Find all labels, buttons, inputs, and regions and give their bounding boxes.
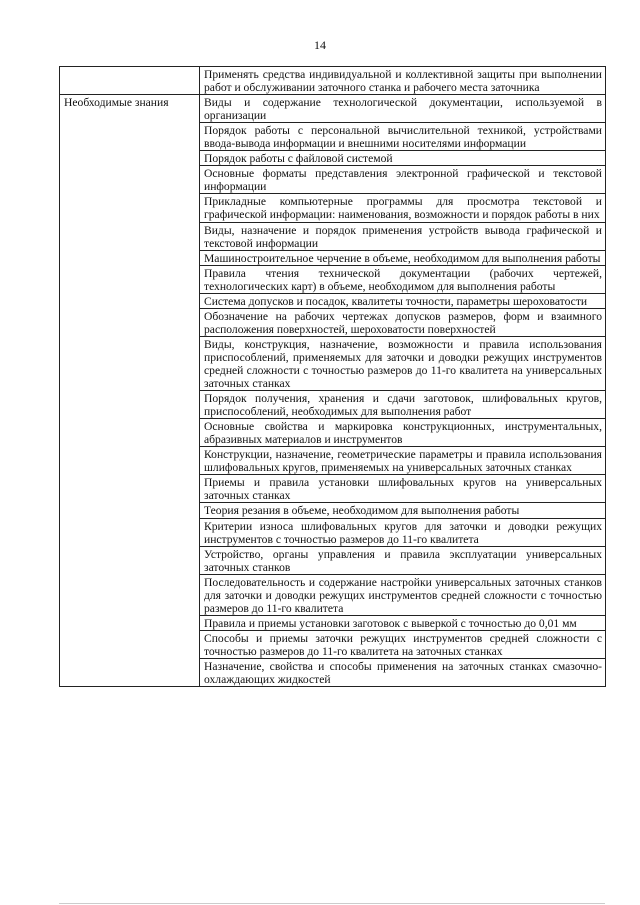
page-bottom-divider <box>59 903 605 904</box>
row-label-cell <box>60 67 200 95</box>
row-text-cell: Обозначение на рабочих чертежах допусков размеров, форм и взаимного расположения поверхностей, шероховатости поверхностей <box>200 308 606 336</box>
row-text-cell: Правила чтения технической документации (рабочих чертежей, технологических карт) в объеме, необходимом для выполнения работы <box>200 265 606 293</box>
row-text-cell: Устройство, органы управления и правила эксплуатации универсальных заточных станков <box>200 546 606 574</box>
row-text-cell: Порядок работы с файловой системой <box>200 151 606 166</box>
requirements-table <box>59 66 606 687</box>
page-number: 14 <box>314 38 326 52</box>
row-text-cell: Правила и приемы установки заготовок с выверкой с точностью до 0,01 мм <box>200 615 606 630</box>
row-text-cell: Порядок работы с персональной вычислительной техникой, устройствами ввода-вывода информации и внешними носителями информации <box>200 123 606 151</box>
row-text-cell: Теория резания в объеме, необходимом для выполнения работы <box>200 503 606 518</box>
row-text-cell: Приемы и правила установки шлифовальных кругов на универсальных заточных станках <box>200 475 606 503</box>
table-row <box>60 95 606 123</box>
row-text-cell: Основные форматы представления электронной графической и текстовой информации <box>200 166 606 194</box>
row-text-cell: Критерии износа шлифовальных кругов для заточки и доводки режущих инструментов с точностью размеров до 11-го квалитета <box>200 518 606 546</box>
table-body <box>60 67 606 687</box>
row-text-cell: Прикладные компьютерные программы для просмотра текстовой и графической информации: наименования, возможности и порядок работы в них <box>200 194 606 222</box>
row-text-cell: Назначение, свойства и способы применения на заточных станках смазочно-охлаждающих жидкостей <box>200 658 606 686</box>
row-text-cell: Последовательность и содержание настройки универсальных заточных станков для заточки и доводки режущих инструментов средней сложности с точностью размеров до 11-го квалитета <box>200 574 606 615</box>
row-text-cell: Порядок получения, хранения и сдачи заготовок, шлифовальных кругов, приспособлений, необходимых для выполнения работ <box>200 391 606 419</box>
row-text-cell: Виды и содержание технологической документации, используемой в организации <box>200 95 606 123</box>
row-label-cell: Необходимые знания <box>60 95 200 687</box>
row-text-cell: Виды, назначение и порядок применения устройств вывода графической и текстовой информации <box>200 222 606 250</box>
row-text-cell: Основные свойства и маркировка конструкционных, инструментальных, абразивных материалов и инструментов <box>200 419 606 447</box>
row-text-cell: Машиностроительное черчение в объеме, необходимом для выполнения работы <box>200 250 606 265</box>
row-text-cell: Виды, конструкция, назначение, возможности и правила использования приспособлений, применяемых для заточки и доводки режущих инструментов средней сложности с точностью размеров до 11-го квалитета на универсальных заточных станках <box>200 336 606 390</box>
row-text-cell: Применять средства индивидуальной и коллективной защиты при выполнении работ и обслуживании заточного станка и рабочего места заточника <box>200 67 606 95</box>
row-text-cell: Система допусков и посадок, квалитеты точности, параметры шероховатости <box>200 293 606 308</box>
row-text-cell: Конструкции, назначение, геометрические параметры и правила использования шлифовальных кругов, применяемых на универсальных заточных станках <box>200 447 606 475</box>
table-row <box>60 67 606 95</box>
row-text-cell: Способы и приемы заточки режущих инструментов средней сложности с точностью размеров до 11-го квалитета на заточных станках <box>200 630 606 658</box>
